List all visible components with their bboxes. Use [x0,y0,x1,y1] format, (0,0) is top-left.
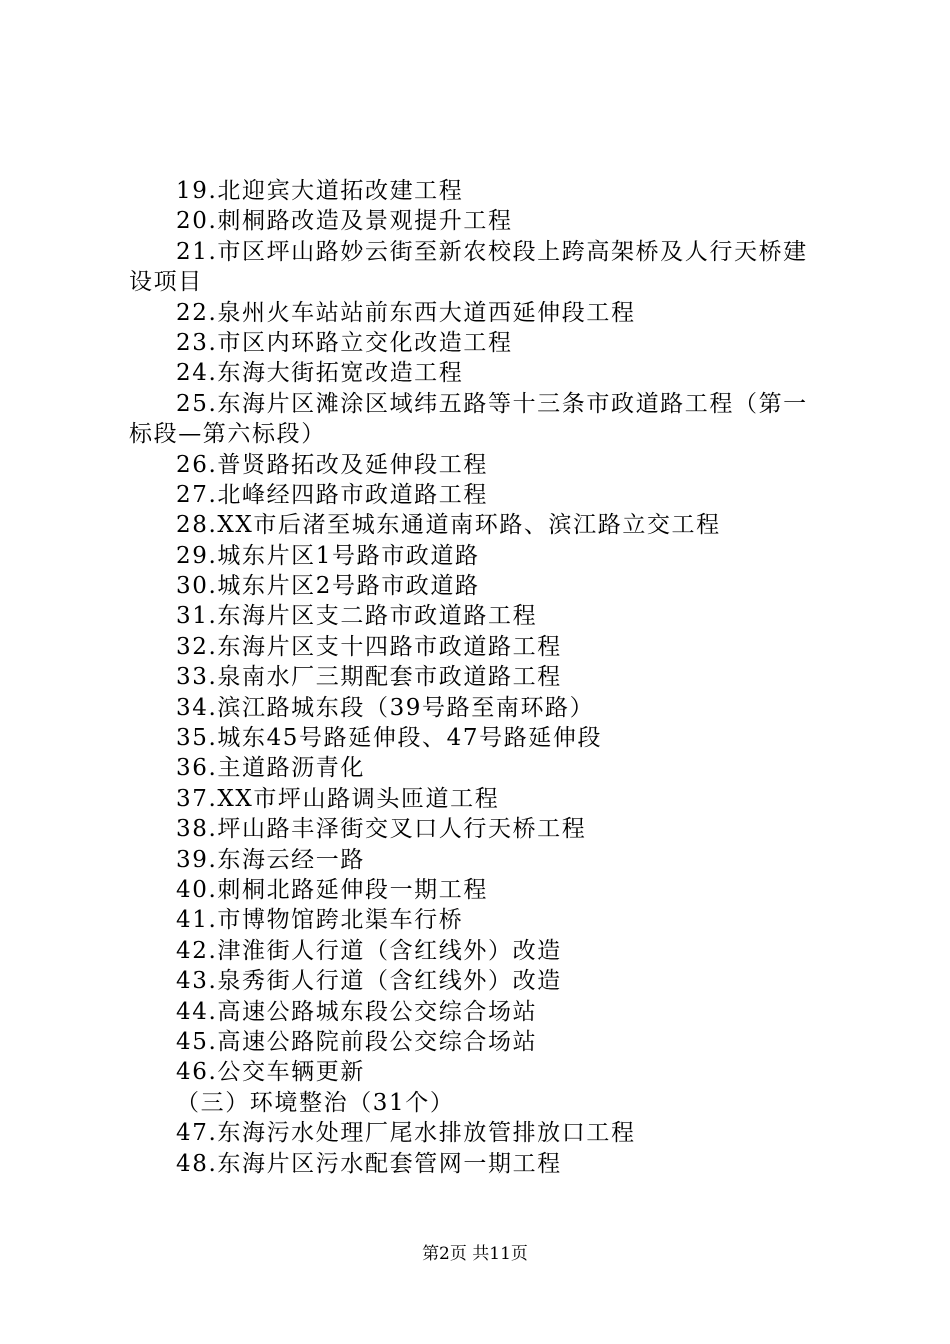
text-line: 28.XX市后渚至城东通道南环路、滨江路立交工程 [176,512,721,539]
text-line: 31.东海片区支二路市政道路工程 [176,603,538,630]
text-line: 26.普贤路拓改及延伸段工程 [176,451,488,478]
text-line: 43.泉秀街人行道（含红线外）改造 [176,968,562,995]
text-line: 37.XX市坪山路调头匝道工程 [176,785,500,812]
text-line: 45.高速公路院前段公交综合场站 [176,1028,538,1055]
text-line: 20.刺桐路改造及景观提升工程 [176,208,513,235]
text-line: 35.城东45号路延伸段、47号路延伸段 [176,725,603,752]
text-line: 29.城东片区1号路市政道路 [176,542,480,569]
text-line: 48.东海片区污水配套管网一期工程 [176,1150,562,1177]
text-line: 36.主道路沥青化 [176,755,365,782]
text-line: 19.北迎宾大道拓改建工程 [176,178,464,204]
text-line: 42.津淮街人行道（含红线外）改造 [176,937,562,964]
text-line: 41.市博物馆跨北渠车行桥 [176,907,464,934]
document-body [129,176,833,1179]
text-line: 38.坪山路丰泽街交叉口人行天桥工程 [176,816,587,843]
text-line: 21.市区坪山路妙云街至新农校段上跨高架桥及人行天桥建 [176,238,808,265]
text-line: 40.刺桐北路延伸段一期工程 [176,876,488,903]
text-line: 39.东海云经一路 [176,846,365,873]
text-line: 47.东海污水处理厂尾水排放管排放口工程 [176,1120,636,1147]
text-line: 46.公交车辆更新 [176,1059,365,1086]
text-line: 30.城东片区2号路市政道路 [176,573,480,600]
text-line: 27.北峰经四路市政道路工程 [176,481,488,508]
text-line: 25.东海片区滩涂区域纬五路等十三条市政道路工程（第一 [176,390,808,417]
text-line: 24.东海大街拓宽改造工程 [176,360,464,387]
text-line: 34.滨江路城东段（39号路至南环路） [176,694,595,721]
text-line: 标段—第六标段） [129,421,326,448]
text-line: 33.泉南水厂三期配套市政道路工程 [176,664,562,691]
text-line: 44.高速公路城东段公交综合场站 [176,998,538,1025]
text-line: （三）环境整治（31个） [176,1089,455,1116]
text-line: 22.泉州火车站站前东西大道西延伸段工程 [176,299,636,326]
text-line: 32.东海片区支十四路市政道路工程 [176,633,562,660]
page-footer: 第2页 共11页 [422,1244,528,1264]
text-line: 设项目 [129,269,203,296]
text-line: 23.市区内环路立交化改造工程 [176,329,513,356]
